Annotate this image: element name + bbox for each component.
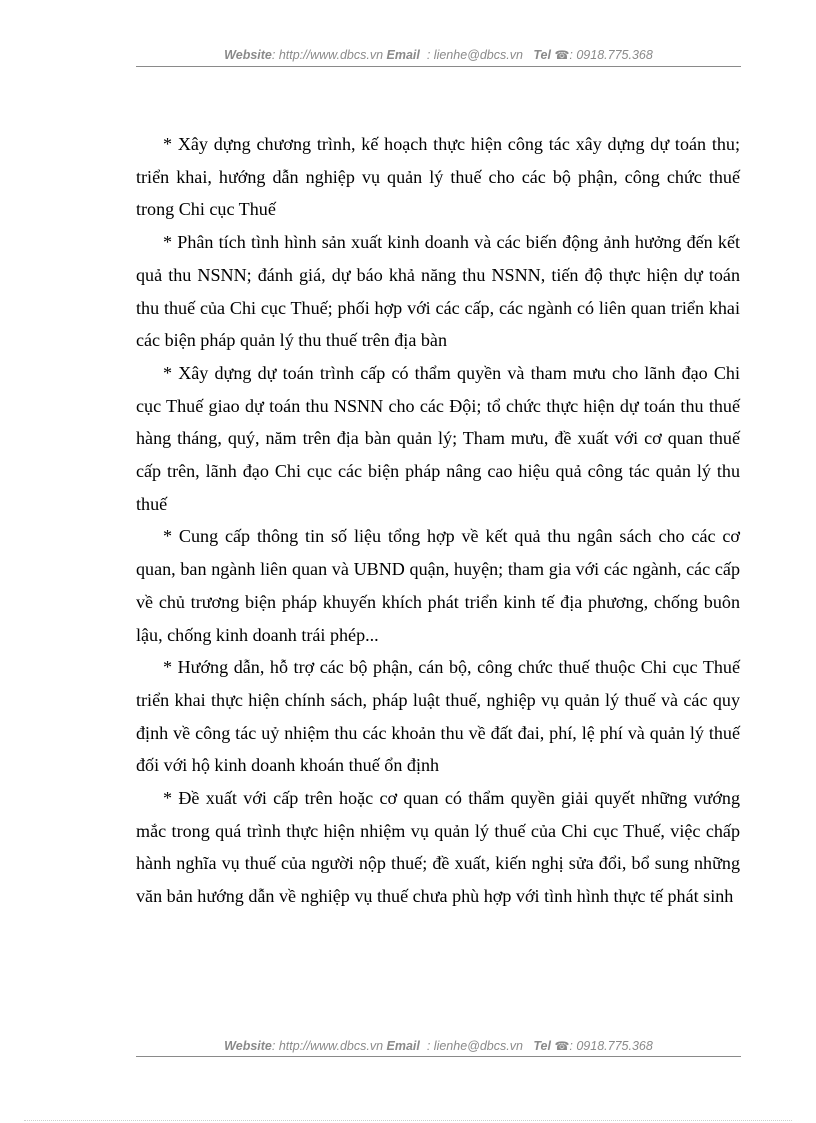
page-footer	[136, 1039, 741, 1053]
header-divider	[136, 66, 741, 67]
header-tel-value: : 0918.775.368	[569, 48, 653, 62]
header-website-label: Website	[224, 48, 272, 62]
footer-tel-label: Tel	[533, 1039, 551, 1053]
footer-tel-value: : 0918.775.368	[569, 1039, 653, 1053]
document-body	[136, 128, 740, 913]
footer-website-label: Website	[224, 1039, 272, 1053]
paragraph: * Xây dựng dự toán trình cấp có thẩm quyền và tham mưu cho lãnh đạo Chi cục Thuế giao dự toán thu NSNN cho các Đội; tổ chức thực hiện dự toán thu thuế hàng tháng, quý, năm trên địa bàn quản lý; Tham mưu, đề xuất với cơ quan thuế cấp trên, lãnh đạo Chi cục các biện pháp nâng cao hiệu quả công tác quản lý thu thuế	[136, 362, 740, 514]
header-email-label: Email	[386, 48, 420, 62]
footer-divider	[136, 1056, 741, 1057]
paragraph: * Phân tích tình hình sản xuất kinh doanh và các biến động ảnh hưởng đến kết quả thu NSNN; đánh giá, dự báo khả năng thu NSNN, tiến độ thực hiện dự toán thu thuế của Chi cục Thuế; phối hợp với các cấp, các ngành có liên quan triển khai các biện pháp quản lý thu thuế trên địa bàn	[136, 232, 740, 351]
phone-icon: ☎	[554, 1039, 570, 1053]
footer-website-value: : http://www.dbcs.vn	[271, 1039, 384, 1053]
paragraph: * Xây dựng chương trình, kế hoạch thực hiện công tác xây dựng dự toán thu; triển khai, hướng dẫn nghiệp vụ quản lý thuế cho các bộ phận, công chức thuế trong Chi cục Thuế	[136, 134, 740, 220]
phone-icon: ☎	[554, 48, 570, 62]
paragraph: * Hướng dẫn, hỗ trợ các bộ phận, cán bộ, công chức thuế thuộc Chi cục Thuế triển khai thực hiện chính sách, pháp luật thuế, nghiệp vụ quản lý thuế và các quy định về công tác uỷ nhiệm thu các khoản thu về đất đai, phí, lệ phí và quản lý thuế đối với hộ kinh doanh khoán thuế ổn định	[136, 657, 740, 776]
header-email-value: : lienhe@dbcs.vn	[426, 48, 523, 62]
paragraph: * Cung cấp thông tin số liệu tổng hợp về kết quả thu ngân sách cho các cơ quan, ban ngành liên quan và UBND quận, huyện; tham gia với các ngành, các cấp về chủ trương biện pháp khuyến khích phát triển kinh tế địa phương, chống buôn lậu, chống kinh doanh trái phép...	[136, 526, 740, 645]
page-edge	[24, 1120, 792, 1121]
footer-email-value: : lienhe@dbcs.vn	[426, 1039, 523, 1053]
footer-email-label: Email	[386, 1039, 420, 1053]
header-tel-label: Tel	[533, 48, 551, 62]
paragraph: * Đề xuất với cấp trên hoặc cơ quan có thẩm quyền giải quyết những vướng mắc trong quá trình thực hiện nhiệm vụ quản lý thuế của Chi cục Thuế, việc chấp hành nghĩa vụ thuế của người nộp thuế; đề xuất, kiến nghị sửa đổi, bổ sung những văn bản hướng dẫn về nghiệp vụ thuế chưa phù hợp với tình hình thực tế phát sinh	[136, 788, 740, 907]
header-website-value: : http://www.dbcs.vn	[271, 48, 384, 62]
page-header	[136, 48, 741, 62]
